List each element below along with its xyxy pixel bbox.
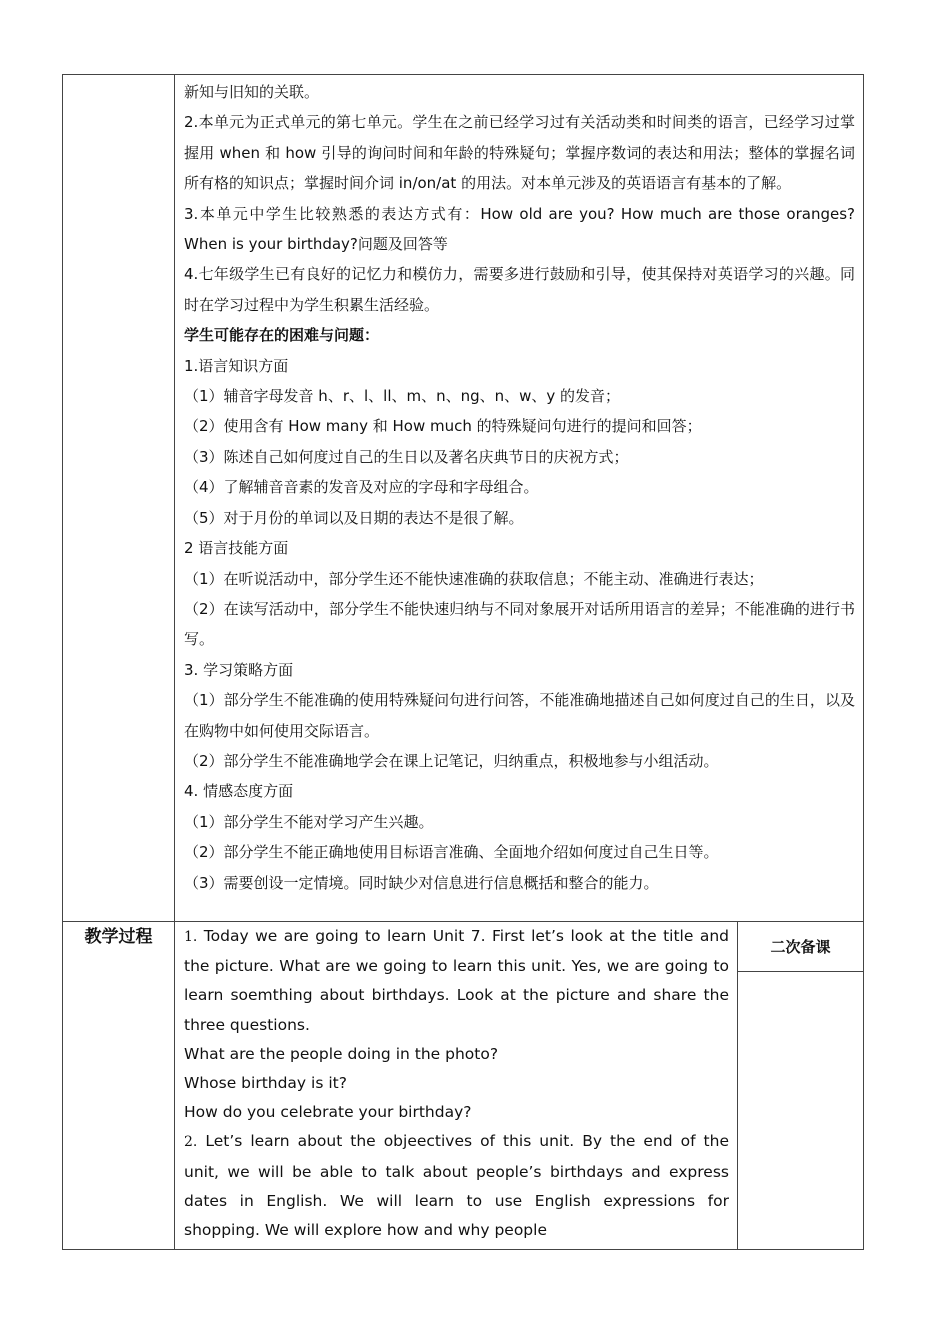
question-3: How do you celebrate your birthday? [184,1103,472,1122]
analysis-line: 2 语言技能方面 [184,539,289,558]
analysis-line: 1.语言知识方面 [184,356,289,375]
analysis-row [63,75,864,922]
process-paragraph-2: 2. Let’s learn about the objeectives of this unit. By the end of the unit, we will be able to talk about people’s birthdays and express dates in English. We will learn to use English expressions for shopping. We will explore how and why people [184,1132,729,1240]
process-content-cell [175,922,738,1250]
analysis-line: （1）在听说活动中，部分学生还不能快速准确的获取信息；不能主动、准确进行表达； [184,569,764,588]
analysis-line: 3. 学习策略方面 [184,660,294,679]
analysis-line: （1）部分学生不能对学习产生兴趣。 [184,812,434,831]
analysis-line: （5）对于月份的单词以及日期的表达不是很了解。 [184,508,524,527]
analysis-line: 新知与旧知的关联。 [184,83,320,101]
analysis-line: （2）部分学生不能正确地使用目标语言准确、全面地介绍如何度过自己生日等。 [184,843,719,862]
analysis-line: （3）需要创设一定情境。同时缺少对信息进行信息概括和整合的能力。 [184,873,659,892]
analysis-line: 2.本单元为正式单元的第七单元。学生在之前已经学习过有关活动类和时间类的语言，已经学习过掌握用 when 和 how 引导的询问时间和年龄的特殊疑句；掌握序数词的表达和用法；整体的掌握名词所有格的知识点；掌握时间介词 in/on/at 的用法。对本单元涉及的英语语言有基本的了解。 [184,113,855,193]
analysis-line: （4）了解辅音音素的发音及对应的字母和字母组合。 [184,478,539,497]
analysis-line: （3）陈述自己如何度过自己的生日以及著名庆典节日的庆祝方式； [184,447,629,466]
secondary-notes-cell [738,922,864,1250]
process-row [63,922,864,1250]
process-text [175,922,737,1249]
secondary-notes-header: 二次备课 [738,922,863,972]
question-1: What are the people doing in the photo? [184,1044,499,1063]
analysis-line: （1）部分学生不能准确的使用特殊疑问句进行问答，不能准确地描述自己如何度过自己的生日，以及在购物中如何使用交际语言。 [184,691,855,740]
analysis-line: （2）使用含有 How many 和 How much 的特殊疑问句进行的提问和回答； [184,417,702,436]
analysis-content-cell [175,75,864,922]
lesson-plan-table [62,74,864,1250]
analysis-label-cell [63,75,175,922]
process-paragraph-1: 1. Today we are going to learn Unit 7. First let’s look at the title and the picture. What are we going to learn this unit. Yes, we are going to learn soemthing about birthdays. Look at the picture and share the three questions. [184,927,729,1034]
analysis-line: （2）部分学生不能准确地学会在课上记笔记，归纳重点，积极地参与小组活动。 [184,751,719,770]
analysis-line: 4.七年级学生已有良好的记忆力和模仿力，需要多进行鼓励和引导，使其保持对英语学习的兴趣。同时在学习过程中为学生积累生活经验。 [184,265,855,314]
process-label: 教学过程 [63,922,175,1250]
analysis-line: 4. 情感态度方面 [184,782,294,801]
analysis-line: （2）在读写活动中，部分学生不能快速归纳与不同对象展开对话所用语言的差异；不能准确的进行书写。 [184,599,855,649]
analysis-text [175,75,863,902]
analysis-line: （1）辅音字母发音 h、r、l、ll、m、n、ng、n、w、y 的发音； [184,387,621,406]
difficulties-heading: 学生可能存在的困难与问题： [184,326,380,345]
analysis-line: 3.本单元中学生比较熟悉的表达方式有：How old are you? How much are those oranges? When is your birthday?问题及回答等 [184,204,855,254]
question-2: Whose birthday is it? [184,1074,347,1093]
